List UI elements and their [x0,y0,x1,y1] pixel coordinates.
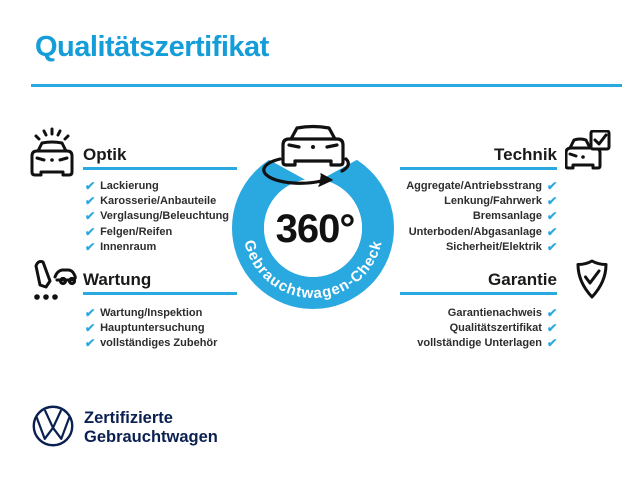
checklist-item-label: Verglasung/Beleuchtung [100,210,230,223]
checklist-item [406,224,557,239]
check-icon: ✔ [546,224,558,239]
checklist-item-label: Innenraum [100,241,157,254]
garantie-checklist [417,305,557,351]
checklist-item [85,193,229,208]
technik-checklist [406,178,557,255]
car-shine-icon [27,126,77,178]
car-checklist-icon [565,130,611,175]
check-icon: ✔ [84,224,96,239]
check-icon: ✔ [546,336,558,351]
checklist-item [85,305,217,320]
certified-used-cars-label [84,409,218,447]
360-check-badge [220,113,410,315]
checklist-item [85,320,217,335]
check-icon: ✔ [546,194,558,209]
checklist-item [406,240,557,255]
check-icon: ✔ [546,209,558,224]
vw-logo [31,404,75,448]
checklist-item [417,305,557,320]
check-icon: ✔ [84,209,96,224]
checklist-item-label: Qualitätszertifikat [449,322,542,335]
section-garantie-header [400,270,557,295]
optik-checklist [85,178,229,255]
checklist-item [85,209,229,224]
checklist-item-label: Karosserie/Anbauteile [100,195,217,208]
footer-label-line2: Gebrauchtwagen [84,428,218,446]
checklist-item-label: Aggregate/Antriebsstrang [406,179,542,192]
checklist-item [85,240,229,255]
ring-notch [220,125,410,184]
checklist-item-label: vollständige Unterlagen [417,337,542,350]
checklist-item [85,336,217,351]
section-title-technik: Technik [494,145,557,164]
check-icon: ✔ [546,305,558,320]
section-technik-header [400,145,557,170]
section-wartung-header [83,270,237,295]
checklist-item-label: Wartung/Inspektion [100,306,203,319]
checklist-item-label: Lackierung [100,179,159,192]
checklist-item-label: Felgen/Reifen [100,225,173,238]
checklist-item-label: Bremsanlage [472,210,542,223]
check-icon: ✔ [546,178,558,193]
checklist-item-label: Sicherheit/Elektrik [445,241,542,254]
checklist-item [417,320,557,335]
section-title-optik: Optik [83,145,127,164]
check-icon: ✔ [546,321,558,336]
checklist-item-label: Unterboden/Abgasanlage [408,225,542,238]
checklist-item-label: Garantienachweis [447,306,542,319]
section-optik-header [83,145,237,170]
checklist-item-label: Hauptuntersuchung [100,322,205,335]
checklist-item-label: vollständiges Zubehör [100,337,218,350]
footer-label-line1: Zertifizierte [84,409,173,427]
checklist-item [406,178,557,193]
check-icon: ✔ [84,321,96,336]
check-icon: ✔ [84,240,96,255]
wartung-checklist [85,305,217,351]
check-icon: ✔ [84,305,96,320]
check-icon: ✔ [84,336,96,351]
page-title: Qualitätszertifikat [35,31,269,63]
checklist-item-label: Lenkung/Fahrwerk [444,195,542,208]
check-icon: ✔ [84,178,96,193]
section-title-garantie: Garantie [488,270,557,289]
checklist-item [85,224,229,239]
checklist-item [85,178,229,193]
ring-label-text: Gebrauchtwagen-Check [240,238,386,303]
check-icon: ✔ [546,240,558,255]
checklist-item [406,193,557,208]
shield-check-icon [574,259,610,299]
header-divider [31,84,622,87]
section-title-wartung: Wartung [83,270,152,289]
degree-label: 360° [275,207,355,251]
checklist-item [406,209,557,224]
check-icon: ✔ [84,194,96,209]
service-record-icon [27,256,77,308]
checklist-item [417,336,557,351]
